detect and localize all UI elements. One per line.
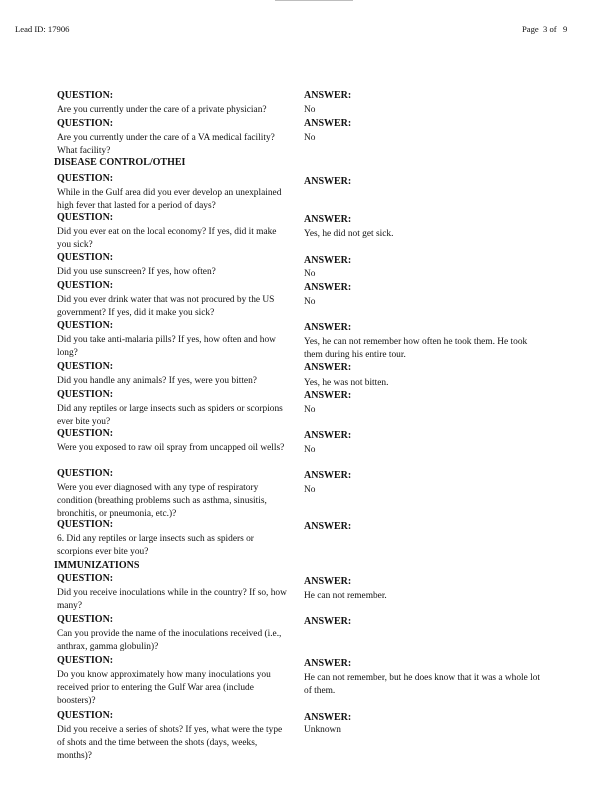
- answer-label: ANSWER:: [304, 90, 352, 101]
- question-text: 6. Did any reptiles or large insects such as spiders or scorpions ever bite you?: [57, 534, 254, 558]
- answer-text: No: [304, 445, 316, 455]
- answer-label: ANSWER:: [304, 322, 352, 333]
- answer-label: ANSWER:: [304, 470, 352, 481]
- answer-label: ANSWER:: [304, 658, 352, 669]
- question-label: QUESTION:: [57, 90, 114, 101]
- question-text: Did you ever drink water that was not procured by the US government? If yes, did it make you sick?: [57, 295, 275, 319]
- answer-label: ANSWER:: [304, 616, 352, 627]
- answer-text: No: [304, 485, 316, 495]
- question-label: QUESTION:: [57, 252, 114, 263]
- question-label: QUESTION:: [57, 320, 114, 331]
- question-text: Did you ever eat on the local economy? If yes, did it make you sick?: [57, 227, 277, 251]
- question-label: QUESTION:: [57, 573, 114, 584]
- answer-text: No: [304, 133, 316, 143]
- question-text: Did you use sunscreen? If yes, how often?: [57, 267, 216, 277]
- question-label: QUESTION:: [57, 361, 114, 372]
- answer-label: ANSWER:: [304, 255, 352, 266]
- answer-label: ANSWER:: [304, 712, 352, 723]
- answer-label: ANSWER:: [304, 282, 352, 293]
- answer-text: No: [304, 105, 316, 115]
- question-label: QUESTION:: [57, 519, 114, 530]
- answer-label: ANSWER:: [304, 430, 352, 441]
- answer-text: No: [304, 297, 316, 307]
- question-label: QUESTION:: [57, 468, 114, 479]
- question-label: QUESTION:: [57, 710, 114, 721]
- question-label: QUESTION:: [57, 173, 114, 184]
- question-text: Are you currently under the care of a private physician?: [57, 105, 267, 115]
- answer-text: He can not remember, but he does know that it was a whole lot of them.: [304, 673, 541, 697]
- question-text: Can you provide the name of the inoculations received (i.e., anthrax, gamma globulin)?: [57, 629, 282, 653]
- answer-label: ANSWER:: [304, 214, 352, 225]
- question-text: Did you handle any animals? If yes, were you bitten?: [57, 376, 257, 386]
- answer-text: He can not remember.: [304, 591, 387, 601]
- answer-label: ANSWER:: [304, 118, 352, 129]
- question-text: Are you currently under the care of a VA medical facility? What facility?: [57, 133, 275, 157]
- question-label: QUESTION:: [57, 655, 114, 666]
- question-text: Did you receive inoculations while in the country? If so, how many?: [57, 588, 287, 612]
- section-immunizations: IMMUNIZATIONS: [54, 560, 140, 571]
- question-label: QUESTION:: [57, 428, 114, 439]
- section-disease-control: DISEASE CONTROL/OTHEI: [54, 157, 186, 168]
- question-label: QUESTION:: [57, 614, 114, 625]
- question-text: Did you take anti-malaria pills? If yes, how often and how long?: [57, 335, 276, 359]
- answer-label: ANSWER:: [304, 390, 352, 401]
- answer-text: Yes, he can not remember how often he took them. He took them during his entire tour.: [304, 337, 528, 361]
- answer-text: No: [304, 269, 316, 279]
- question-text: Were you exposed to raw oil spray from uncapped oil wells?: [57, 443, 285, 453]
- page-number: Page 3 of 9: [522, 24, 568, 34]
- answer-text: Yes, he did not get sick.: [304, 229, 394, 239]
- question-text: Do you know approximately how many inoculations you received prior to entering the Gulf War area (include boosters)?: [57, 670, 271, 707]
- answer-text: No: [304, 405, 316, 415]
- answer-label: ANSWER:: [304, 521, 352, 532]
- question-label: QUESTION:: [57, 118, 114, 129]
- lead-id: Lead ID: 17906: [15, 24, 70, 34]
- answer-text: Yes, he was not bitten.: [304, 378, 389, 388]
- question-label: QUESTION:: [57, 212, 114, 223]
- question-text: Did you receive a series of shots? If yes, what were the type of shots and the time between the shots (days, weeks, months)?: [57, 725, 283, 762]
- question-label: QUESTION:: [57, 389, 114, 400]
- question-text: Did any reptiles or large insects such as spiders or scorpions ever bite you?: [57, 404, 283, 428]
- answer-label: ANSWER:: [304, 176, 352, 187]
- answer-text: Unknown: [304, 725, 341, 735]
- question-text: Were you ever diagnosed with any type of respiratory condition (breathing problems such as asthma, sinusitis, bronchitis, or pneumonia, etc.)?: [57, 483, 267, 520]
- answer-label: ANSWER:: [304, 576, 352, 587]
- question-label: QUESTION:: [57, 280, 114, 291]
- answer-label: ANSWER:: [304, 362, 352, 373]
- question-text: While in the Gulf area did you ever develop an unexplained high fever that lasted for a period of days?: [57, 188, 282, 212]
- top-rule: [275, 0, 353, 1]
